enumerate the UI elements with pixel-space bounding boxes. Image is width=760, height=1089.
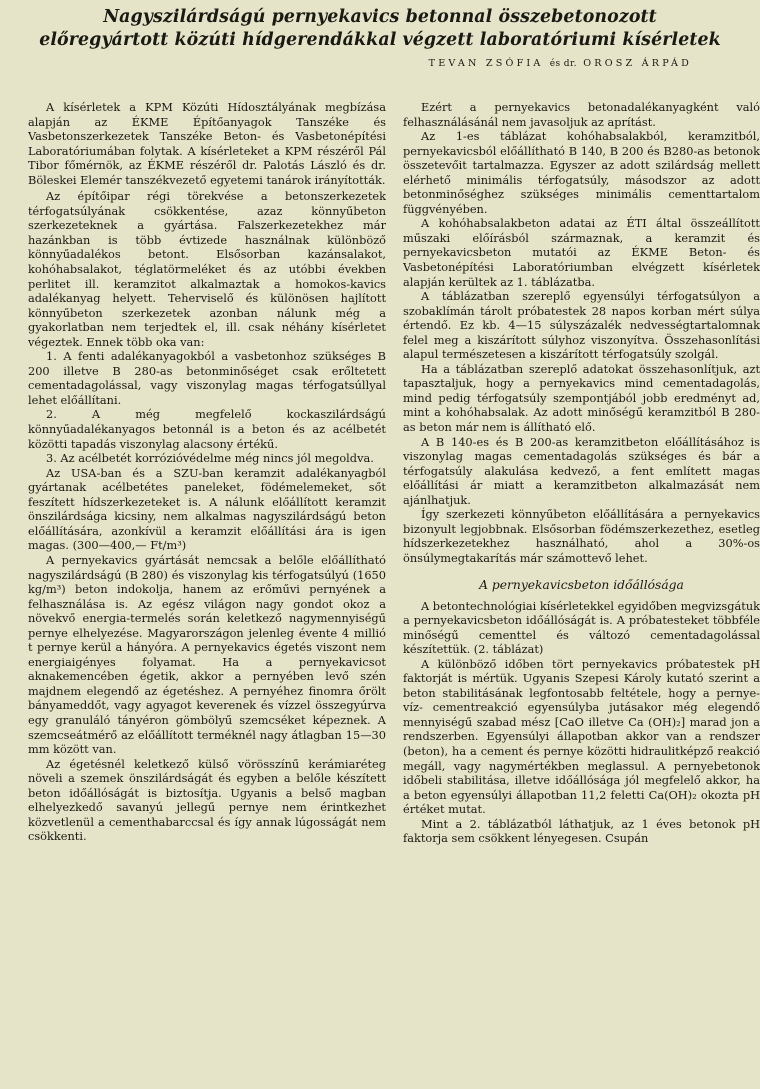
author-separator: és dr. [549,59,577,69]
paragraph: Az égetésnél keletkező külső vörösszínű kerámiaréteg növeli a szemek önszilárdságát és egyben a belőle készített beton időállóságát is biztosítja. Ugyanis a belső magban elhelyezkedő savanyú jellegű pernye nem érintkezhet közvetlenül a cementhabarccsal és így annak lúgosságát nem csökkenti. [28,756,386,844]
list-item: 3. Az acélbetét korrózióvédelme még nincs jól megoldva. [46,451,374,466]
article-title [12,6,748,52]
left-column [28,100,386,1085]
section-heading: A pernyekavicsbeton időállósága [479,577,684,592]
paragraph: Az építőipar régi törekvése a betonszerkezetek térfogatsúlyának csökkentése, azaz könnyűbeton szerkezeteknek a gyártása. Falszerkezetekhez már hazánkban is több évtizede használnak különböző könnyűadalékos betont. Elsősorban kazánsalakot, kohóhabsalakot, téglatörmeléket és az utóbbi években perlitet ill. keramzitot alkalmaztak a homokos-kavics adalékanyag helyett. Teherviselő és különösen hajlított könnyűbeton szerkezetek azonban nálunk még a gyakorlatban nem terjedtek el, ill. csak néhány kísérletet végeztek. Ennek több oka van: [28,189,386,349]
list-item: 1. A fenti adalékanyagokból a vasbetonhoz szükséges B 200 illetve B 280-as betonminőséget csak erőltetett cementadagolással, vagy viszonylag magas térfogatsúllyal lehet előállítani. [28,349,386,407]
author-2: OROSZ ÁRPÁD [583,58,692,69]
paragraph: A kísérletek a KPM Közúti Hídosztályának megbízása alapján az ÉKME Építőanyagok Tanszéke és Vasbetonszerkezetek Tanszéke Beton- és Vasbetonépítési Laboratóriumában folytak. A kísérleteket a KPM részéről Pál Tibor főmérnök, az ÉKME részéről dr. Palotás László és dr. Böleskei Elemér tanszékvezető egyetemi tanárok irányították. [28,100,386,187]
paragraph: Mint a 2. táblázatból láthatjuk, az 1 éves betonok pH faktorja sem csökkent lényegesen. Csupán [403,816,760,846]
list-item: 2. A még megfelelő kockaszilárdságú könnyűadalékanyagos betonnál is a beton és az acélbetét közötti tapadás viszonylag alacsony értékű. [28,407,386,451]
paragraph: A kohóhabsalakbeton adatai az ÉTI által összeállított műszaki előírásból származnak, a keramzit és pernyekavicsbeton mutatói az ÉKME Beton- és Vasbetonépítési Laboratóriumban elvégzett kísérletek alapján kerültek az 1. táblázatba. [403,216,760,289]
paragraph: A különböző időben tört pernyekavics próbatestek pH faktorját is mértük. Ugyanis Szepesi Károly kutató szerint a beton stabilitásának legfontosabb feltétele, hogy a pernye-víz- cementreakció egyensúlyba jutásakor még elegendő mennyiségű szabad mész [CaO illetve Ca (OH)₂] marad jon a rendszerben. Egyensúlyi állapotban akkor van a rendszer (beton), ha a cement és pernye közötti hidraulitképző reakció megáll, vagy nagymértékben meglassul. A pernyebetonok időbeli stabilitása, illetve időállósága jól megfelelő akkor, ha a beton egyensúlyi állapotban 11,2 feletti Ca(OH)₂ okozta pH értéket mutat. [403,656,760,817]
title-line-1: Nagyszilárdságú pernyekavics betonnal összebetonozott [103,7,657,27]
paragraph: A pernyekavics gyártását nemcsak a belőle előállítható nagyszilárdságú (B 280) és viszonylag kis térfogatsúlyú (1650 kg/m³) beton indokolja, hanem az erőművi pernyének a felhasználása is. Az egész világon nagy gondot okoz a növekvő energia-termelés során keletkező nagymennyiségű pernye elhelyezése. Magyarországon jelenleg évente 4 millió t pernye kerül a hányóra. A pernyekavics égetés viszont nem energiaigényes folyamat. Ha a pernyekavicsot aknakemencében égetik, akkor a pernyében levő szén majdnem elegendő az égetéshez. A pernyéhez finomra őrölt bányameddőt, vagy agyagot keverenek és vízzel összegyúrva egy granuláló tányéron gömbölyű szemcséket képeznek. A szemcseátmérő az előállított terméknél nagy átlagban 15—30 mm között van. [28,552,386,757]
author-1: TEVAN ZSÓFIA [428,58,544,69]
paragraph: Így szerkezeti könnyűbeton előállítására a pernyekavics bizonyult legjobbnak. Elsősorban födémszerkezethez, esetleg hídszerkezetekhez használható, ahol a 30%-os önsúlymegtakarítás már számottevő lehet. [403,507,760,565]
author-line [12,58,692,69]
paragraph: Az 1-es táblázat kohóhabsalakból, keramzitból, pernyekavicsból előállítható B 140, B 200 és B280-as betonok összetevőit tartalmazza. Egyszer az adott szilárdság mellett elérhető minimális térfogatsúly, másodszor az adott betonminőséghez szükséges minimális cementtartalom függvényében. [403,129,760,216]
paragraph: Ezért a pernyekavics betonadalékanyagként való felhasználásánál nem javasoljuk az aprítást. [403,100,760,129]
paragraph: A táblázatban szereplő egyensúlyi térfogatsúlyon a szobaklímán tárolt próbatestek 28 napos korban mért súlya értendő. Ez kb. 4—15 súlyszázalék nedvességtartalomnak felel meg a kiszárított súlyhoz viszonyítva. Összehasonlítási alapul természetesen a kiszárított térfogatsúly szolgál. [403,289,760,362]
article-body [28,100,760,1085]
paragraph: A B 140-es és B 200-as keramzitbeton előállításához is viszonylag magas cementadagolás szükséges és bár a térfogatsúly alakulása kedvező, a fent említett magas előállítási ár miatt a keramzitbeton alkalmazását nem ajánlhatjuk. [403,434,760,507]
paragraph: Ha a táblázatban szereplő adatokat összehasonlítjuk, azt tapasztaljuk, hogy a pernyekavics mind cementadagolás, mind pedig térfogatsúly szempontjából jobb eredményt ad, mint a kohóhabsalak. Az adott minőségű keramzitból B 280-as beton már nem is állítható elő. [403,361,760,435]
paragraph: A betontechnológiai kísérletekkel egyidőben megvizsgátuk a pernyekavicsbeton időállóságát is. A próbatesteket többféle minőségű cementtel és változó cementadagolással készítettük. (2. táblázat) [403,598,760,657]
right-column [403,100,760,1085]
paragraph: Az USA-ban és a SZU-ban keramzit adalékanyagból gyártanak acélbetétes paneleket, födémelemeket, sőt feszített hídszerkezeteket is. A nálunk előállított keramzit önszilárdsága kicsiny, nem alkalmas nagyszilárdságú beton előállítására, azonkívül a keramzit előállítási ára is igen magas. (300—400,— Ft/m³) [28,465,386,553]
title-line-2: előregyártott közúti hídgerendákkal végzett laboratóriumi kísérletek [39,30,721,50]
